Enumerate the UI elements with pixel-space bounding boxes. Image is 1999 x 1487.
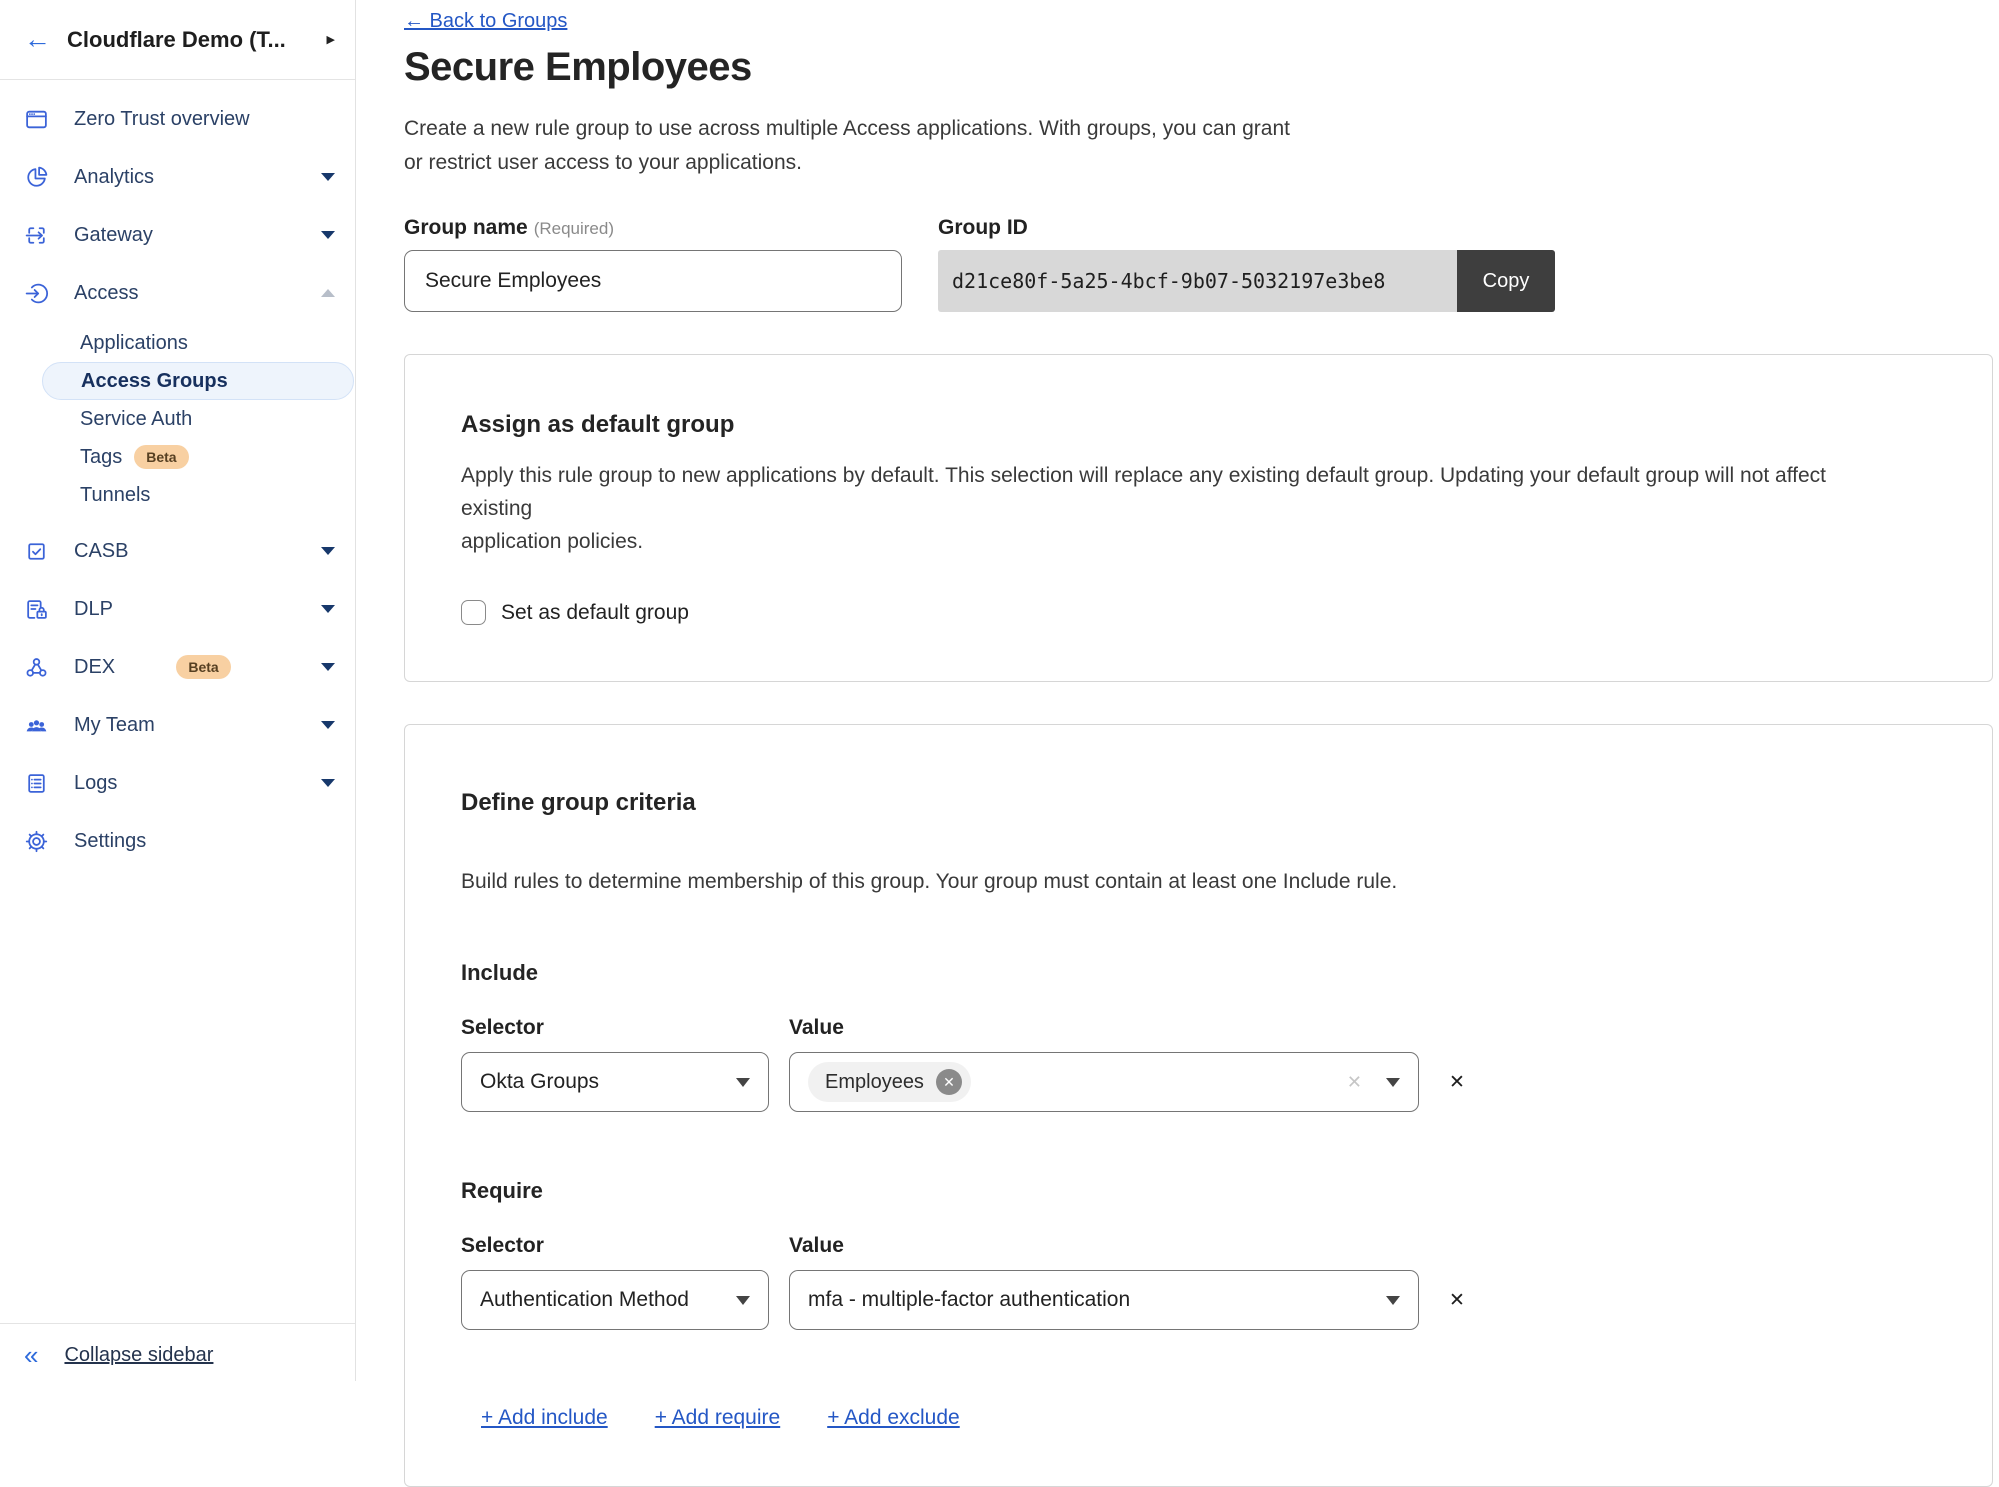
pie-chart-icon [24, 165, 49, 190]
access-subnav [0, 324, 355, 514]
employees-chip [808, 1062, 971, 1102]
dropdown-caret-icon [1386, 1078, 1400, 1087]
remove-require-rule-icon[interactable]: ✕ [1449, 1289, 1465, 1311]
main-content [356, 0, 1999, 1429]
sidebar-item-label: CASB [74, 539, 129, 562]
require-selector-dropdown[interactable] [461, 1270, 769, 1330]
sub-item-label: Applications [80, 331, 188, 354]
require-rule-row [461, 1270, 1936, 1330]
group-name-label: Group name (Required) [404, 216, 614, 239]
caret-right-icon[interactable]: ▶ [326, 34, 335, 46]
add-require-link[interactable]: + Add require [654, 1406, 781, 1429]
account-name[interactable]: Cloudflare Demo (T... [67, 26, 286, 52]
require-selector-label: Selector [461, 1234, 544, 1257]
require-value-dropdown[interactable] [789, 1270, 1419, 1330]
sidebar-item-label: Logs [74, 771, 118, 794]
sidebar-item-analytics[interactable] [0, 148, 355, 206]
include-rule-row [461, 1052, 1936, 1112]
page-description-line2: or restrict user access to your applications. [404, 151, 802, 174]
sub-item-label: Tunnels [80, 483, 151, 506]
card-description-line2: application policies. [461, 530, 644, 553]
beta-badge: Beta [134, 445, 188, 469]
sidebar-item-dex[interactable] [0, 638, 355, 696]
card-description: Build rules to determine membership of this group. Your group must contain at least one Include rule. [461, 870, 1398, 893]
add-exclude-link[interactable]: + Add exclude [827, 1406, 960, 1429]
back-to-groups-link[interactable]: ← Back to Groups [404, 10, 568, 32]
gateway-icon [24, 223, 49, 248]
group-id-label: Group ID [938, 216, 1028, 239]
chevron-down-icon[interactable] [321, 231, 335, 239]
sidebar-item-label: Settings [74, 829, 147, 852]
gear-icon [24, 829, 49, 854]
page-description [404, 112, 1993, 180]
assign-default-group-card [404, 354, 1993, 682]
sidebar-item-casb[interactable] [0, 522, 355, 580]
sidebar-item-gateway[interactable] [0, 206, 355, 264]
access-login-icon [24, 281, 49, 306]
people-icon [24, 713, 49, 738]
sidebar-item-label: Analytics [74, 165, 155, 188]
sidebar-item-label: Gateway [74, 223, 153, 246]
chevron-down-icon[interactable] [321, 547, 335, 555]
include-value-dropdown[interactable] [789, 1052, 1419, 1112]
sidebar-item-access[interactable] [0, 264, 355, 322]
remove-include-rule-icon[interactable]: ✕ [1449, 1071, 1465, 1093]
card-description-line1: Apply this rule group to new applications by default. This selection will replace any existing default group. Updating your default group will not affect existing [461, 464, 1827, 520]
require-heading: Require [461, 1178, 543, 1203]
include-selector-label: Selector [461, 1016, 544, 1039]
document-lock-icon [24, 597, 49, 622]
sidebar-nav [0, 80, 355, 870]
set-default-group-label: Set as default group [501, 600, 689, 624]
include-heading: Include [461, 960, 539, 985]
sidebar-item-zero-trust-overview[interactable] [0, 90, 355, 148]
sidebar-item-tags[interactable] [0, 438, 355, 476]
dropdown-caret-icon [736, 1078, 750, 1087]
add-include-link[interactable]: + Add include [481, 1406, 608, 1429]
chevron-up-icon[interactable] [321, 289, 335, 297]
chevron-down-icon[interactable] [321, 663, 335, 671]
group-id-value: d21ce80f-5a25-4bcf-9b07-5032197e3be8 [938, 250, 1457, 312]
chevron-down-icon[interactable] [321, 605, 335, 613]
sidebar-item-settings[interactable] [0, 812, 355, 870]
chevron-down-icon[interactable] [321, 721, 335, 729]
card-title: Assign as default group [461, 411, 735, 438]
card-title: Define group criteria [461, 789, 696, 816]
sidebar-item-applications[interactable] [0, 324, 355, 362]
chip-label: Employees [825, 1070, 924, 1093]
require-value-text: mfa - multiple-factor authentication [808, 1288, 1131, 1311]
network-nodes-icon [24, 655, 49, 680]
page-title: Secure Employees [404, 45, 752, 89]
card-description [461, 459, 1881, 558]
group-name-id-row [404, 216, 1993, 312]
sub-item-label: Service Auth [80, 407, 193, 430]
chevron-down-icon[interactable] [321, 173, 335, 181]
dropdown-caret-icon [736, 1296, 750, 1305]
clear-values-icon[interactable]: ✕ [1346, 1071, 1362, 1092]
sidebar-item-label: DEX [74, 655, 116, 678]
copy-button[interactable]: Copy [1457, 250, 1555, 312]
page-description-line1: Create a new rule group to use across multiple Access applications. With groups, you can grant [404, 117, 1290, 140]
sub-item-label: Tags [80, 445, 123, 468]
collapse-sidebar[interactable] [0, 1323, 355, 1387]
beta-badge: Beta [176, 655, 230, 679]
define-group-criteria-card [404, 724, 1993, 1487]
group-name-input[interactable] [404, 250, 902, 312]
sidebar [0, 0, 356, 1381]
sidebar-item-label: DLP [74, 597, 113, 620]
sidebar-item-label: Access [74, 281, 139, 304]
sidebar-header [0, 0, 355, 80]
collapse-sidebar-label: Collapse sidebar [64, 1344, 214, 1366]
set-default-group-checkbox[interactable] [461, 600, 486, 625]
double-chevron-left-icon: « [24, 1340, 39, 1370]
casb-check-icon [24, 539, 49, 564]
required-hint: (Required) [533, 219, 614, 238]
sidebar-item-label: My Team [74, 713, 155, 736]
chip-remove-icon[interactable]: ✕ [936, 1069, 962, 1095]
require-value-label: Value [789, 1234, 844, 1257]
sidebar-item-logs[interactable] [0, 754, 355, 812]
log-list-icon [24, 771, 49, 796]
include-selector-value: Okta Groups [480, 1070, 600, 1093]
sidebar-item-access-groups[interactable] [42, 362, 354, 400]
sidebar-item-tunnels[interactable] [0, 476, 355, 514]
sidebar-item-service-auth[interactable] [0, 400, 355, 438]
browser-window-icon [24, 107, 49, 132]
sub-item-label: Access Groups [81, 369, 228, 392]
require-selector-value: Authentication Method [480, 1288, 689, 1311]
add-rule-links [481, 1406, 1936, 1430]
sidebar-item-label: Zero Trust overview [74, 107, 250, 130]
sidebar-item-my-team[interactable] [0, 696, 355, 754]
back-arrow-icon[interactable]: ← [24, 24, 51, 54]
dropdown-caret-icon [1386, 1296, 1400, 1305]
chevron-down-icon[interactable] [321, 779, 335, 787]
include-selector-dropdown[interactable] [461, 1052, 769, 1112]
include-value-label: Value [789, 1016, 844, 1039]
sidebar-item-dlp[interactable] [0, 580, 355, 638]
